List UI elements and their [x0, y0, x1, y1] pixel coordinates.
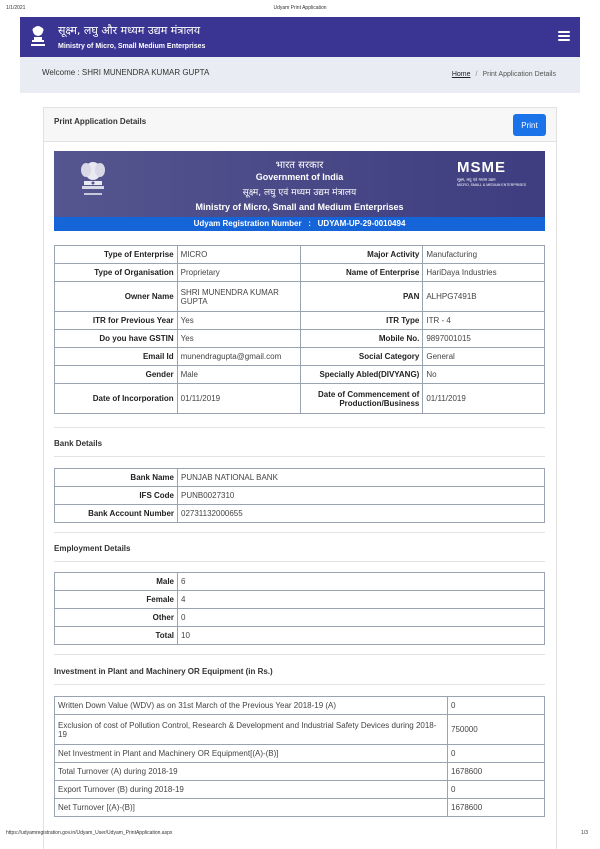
investment-table	[54, 696, 545, 817]
investment-value: 1678600	[448, 763, 545, 781]
breadcrumb-current: Print Application Details	[482, 71, 556, 78]
detail-label: Major Activity	[300, 246, 423, 264]
banner-hindi-government: भारत सरकार	[275, 160, 324, 171]
section-divider	[54, 427, 545, 428]
detail-value: Manufacturing	[423, 246, 545, 264]
investment-value: 0	[448, 781, 545, 799]
detail-label: Name of Enterprise	[300, 264, 423, 282]
print-page-title: Udyam Print Application	[273, 5, 327, 11]
table-row	[55, 715, 545, 745]
detail-value: ITR - 4	[423, 312, 545, 330]
employment-value: 10	[178, 627, 545, 645]
section-divider	[54, 532, 545, 533]
bank-value: 02731132000655	[178, 505, 545, 523]
detail-value: 01/11/2019	[177, 384, 300, 414]
detail-label: Email Id	[55, 348, 178, 366]
registration-separator: :	[308, 219, 311, 228]
welcome-text: Welcome : SHRI MUNENDRA KUMAR GUPTA	[42, 68, 210, 77]
table-row	[55, 469, 545, 487]
table-row	[55, 609, 545, 627]
breadcrumb	[452, 71, 556, 78]
section-divider	[54, 561, 545, 562]
hamburger-menu-icon[interactable]	[558, 31, 570, 41]
detail-value: 01/11/2019	[423, 384, 545, 414]
msme-logo	[457, 159, 531, 187]
employment-label: Total	[55, 627, 178, 645]
table-row	[55, 348, 545, 366]
table-row	[55, 697, 545, 715]
investment-value: 750000	[448, 715, 545, 745]
detail-value: Male	[177, 366, 300, 384]
national-emblem-icon	[30, 23, 46, 49]
banner-english-ministry: Ministry of Micro, Small and Medium Enterprises	[195, 202, 404, 212]
employment-details-table	[54, 572, 545, 645]
detail-label: Date of Commencement of Production/Business	[300, 384, 423, 414]
employment-value: 0	[178, 609, 545, 627]
detail-value: General	[423, 348, 545, 366]
bank-label: Bank Name	[55, 469, 178, 487]
section-divider	[54, 456, 545, 457]
investment-description: Net Turnover [(A)-(B)]	[55, 799, 448, 817]
detail-value: SHRI MUNENDRA KUMAR GUPTA	[177, 282, 300, 312]
investment-description: Net Investment in Plant and Machinery OR Equipment[(A)-(B)]	[55, 745, 448, 763]
page-number: 1/3	[581, 830, 588, 836]
investment-value: 0	[448, 745, 545, 763]
msme-logo-hindi: सूक्ष्म, लघु एवं मध्यम उद्यम	[457, 177, 496, 182]
detail-value: ALHPG7491B	[423, 282, 545, 312]
enterprise-details-table	[54, 245, 545, 414]
print-button[interactable]: Print	[513, 114, 546, 136]
detail-label: Specially Abled(DIVYANG)	[300, 366, 423, 384]
detail-value: Yes	[177, 330, 300, 348]
print-date: 1/1/2021	[6, 5, 26, 11]
table-row	[55, 366, 545, 384]
employment-value: 6	[178, 573, 545, 591]
print-header	[0, 0, 600, 14]
banner-hindi-ministry: सूक्ष्म, लघु एवं मध्यम उद्यम मंत्रालय	[242, 188, 357, 198]
table-row	[55, 745, 545, 763]
banner-english-government: Government of India	[255, 172, 344, 182]
welcome-bar	[20, 57, 580, 93]
bank-value: PUNJAB NATIONAL BANK	[178, 469, 545, 487]
ministry-title-hindi: सूक्ष्म, लघु और मध्यम उद्यम मंत्रालय	[58, 24, 201, 37]
table-row	[55, 282, 545, 312]
investment-value: 0	[448, 697, 545, 715]
table-row	[55, 799, 545, 817]
table-row	[55, 264, 545, 282]
detail-value: HariDaya Industries	[423, 264, 545, 282]
detail-value: 9897001015	[423, 330, 545, 348]
detail-label: Owner Name	[55, 282, 178, 312]
employment-value: 4	[178, 591, 545, 609]
registration-label: Udyam Registration Number	[193, 219, 302, 228]
detail-label: Type of Organisation	[55, 264, 178, 282]
employment-label: Female	[55, 591, 178, 609]
table-row	[55, 312, 545, 330]
detail-label: ITR for Previous Year	[55, 312, 178, 330]
bank-details-table	[54, 468, 545, 523]
table-row	[55, 573, 545, 591]
detail-label: Type of Enterprise	[55, 246, 178, 264]
detail-value: Proprietary	[177, 264, 300, 282]
top-navbar	[20, 17, 580, 57]
table-row	[55, 781, 545, 799]
ministry-title-english: Ministry of Micro, Small Medium Enterprises	[58, 43, 206, 50]
section-divider	[54, 654, 545, 655]
msme-logo-text: MSME	[457, 159, 506, 176]
bank-label: IFS Code	[55, 487, 178, 505]
investment-description: Total Turnover (A) during 2018-19	[55, 763, 448, 781]
detail-label: PAN	[300, 282, 423, 312]
employment-details-heading: Employment Details	[54, 544, 131, 553]
detail-label: Mobile No.	[300, 330, 423, 348]
breadcrumb-home-link[interactable]: Home	[451, 71, 471, 78]
print-url: https://udyamregistration.gov.in/Udyam_User/Udyam_PrintApplication.aspx	[6, 830, 173, 836]
detail-label: Date of Incorporation	[55, 384, 178, 414]
detail-value: No	[423, 366, 545, 384]
registration-number: UDYAM-UP-29-0010494	[317, 219, 406, 228]
table-row	[55, 591, 545, 609]
table-row	[55, 246, 545, 264]
breadcrumb-separator: /	[475, 71, 478, 78]
bank-details-heading: Bank Details	[54, 439, 103, 448]
investment-description: Exclusion of cost of Pollution Control, Research & Development and Industrial Safety Devices during 2018-19	[55, 715, 448, 745]
table-row	[55, 505, 545, 523]
registration-number-bar	[54, 217, 545, 231]
bank-label: Bank Account Number	[55, 505, 178, 523]
investment-value: 1678600	[448, 799, 545, 817]
bank-value: PUNB0027310	[178, 487, 545, 505]
investment-description: Written Down Value (WDV) as on 31st March of the Previous Year 2018-19 (A)	[55, 697, 448, 715]
table-row	[55, 763, 545, 781]
government-banner	[54, 151, 545, 217]
detail-value: MICRO	[177, 246, 300, 264]
table-row	[55, 384, 545, 414]
table-row	[55, 330, 545, 348]
investment-heading: Investment in Plant and Machinery OR Equipment (in Rs.)	[54, 667, 273, 676]
card-title: Print Application Details	[54, 117, 147, 126]
detail-label: Social Category	[300, 348, 423, 366]
detail-value: munendragupta@gmail.com	[177, 348, 300, 366]
detail-label: ITR Type	[300, 312, 423, 330]
detail-label: Do you have GSTIN	[55, 330, 178, 348]
table-row	[55, 627, 545, 645]
card-header	[44, 108, 556, 142]
employment-label: Male	[55, 573, 178, 591]
msme-logo-english: MICRO, SMALL & MEDIUM ENTERPRISES	[457, 183, 527, 187]
detail-label: Gender	[55, 366, 178, 384]
table-row	[55, 487, 545, 505]
section-divider	[54, 684, 545, 685]
investment-description: Export Turnover (B) during 2018-19	[55, 781, 448, 799]
employment-label: Other	[55, 609, 178, 627]
detail-value: Yes	[177, 312, 300, 330]
